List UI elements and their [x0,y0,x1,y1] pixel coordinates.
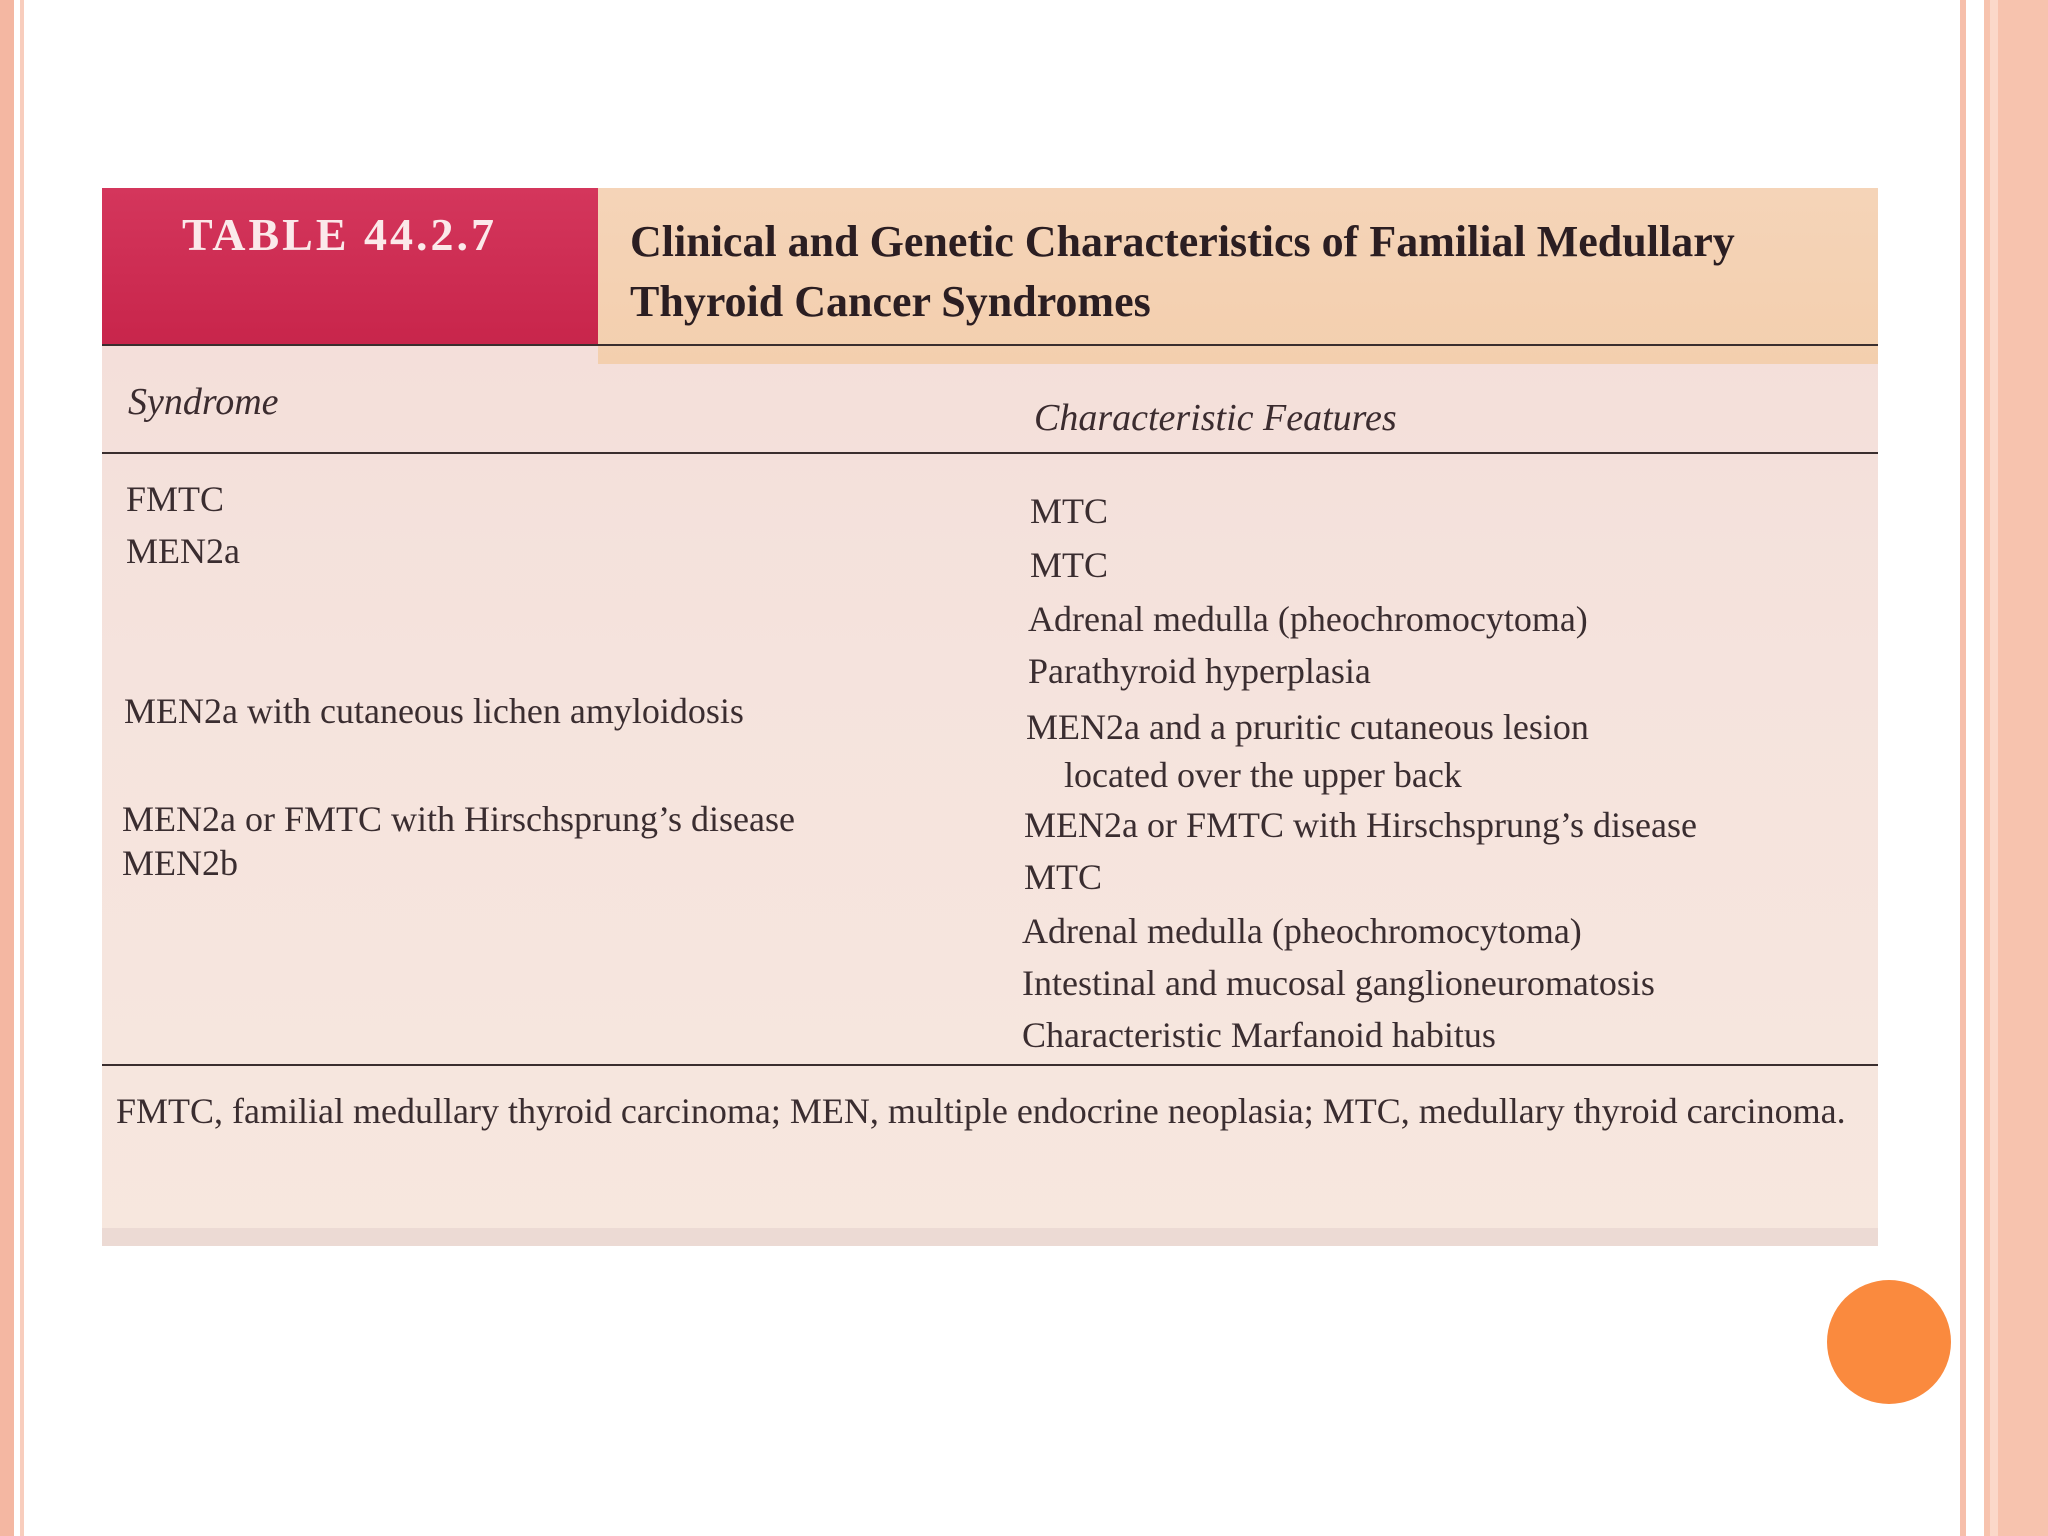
slide-frame-right-line [1960,0,1966,1536]
feature-cell: MTC [1024,857,1103,897]
column-header-rule [102,452,1878,454]
syndrome-cell: FMTC [126,479,225,519]
slide-frame-right [1984,0,2048,1536]
feature-cell: Adrenal medulla (pheochromocytoma) [1028,599,1588,639]
table-bottom-rule [102,1064,1878,1066]
feature-cell: Intestinal and mucosal ganglioneuromatosis [1022,963,1655,1003]
syndrome-cell: MEN2a [126,531,240,571]
column-header-syndrome: Syndrome [128,381,279,423]
feature-cell: Parathyroid hyperplasia [1028,651,1371,691]
scanned-table-image [102,188,1878,1246]
table-title-line-2: Thyroid Cancer Syndromes [630,277,1151,326]
feature-cell: MEN2a or FMTC with Hirschsprung’s disease [1024,805,1697,845]
scan-bottom-edge [102,1228,1878,1246]
table-number-tag [102,188,598,344]
header-rule [102,344,1878,346]
slide-frame-left [0,0,14,1536]
feature-cell: MEN2a and a pruritic cutaneous lesion [1026,707,1589,747]
syndrome-cell: MEN2a with cutaneous lichen amyloidosis [124,691,744,731]
slide-frame-left-inner [20,0,24,1536]
syndrome-cell: MEN2a or FMTC with Hirschsprung’s disease [122,799,795,839]
column-header-features: Characteristic Features [1034,397,1397,439]
table-number: TABLE 44.2.7 [182,209,498,260]
table-footnote: FMTC, familial medullary thyroid carcinoma; MEN, multiple endocrine neoplasia; MTC, medullary thyroid carcinoma. [116,1091,1846,1131]
decorative-circle [1827,1280,1951,1404]
syndrome-cell: MEN2b [122,843,238,883]
table-title-band [598,188,1878,364]
feature-cell: located over the upper back [1064,755,1462,795]
feature-cell: Characteristic Marfanoid habitus [1022,1015,1496,1055]
feature-cell: MTC [1030,491,1109,531]
feature-cell: Adrenal medulla (pheochromocytoma) [1022,911,1582,951]
table-title-line-1: Clinical and Genetic Characteristics of Familial Medullary [630,217,1735,266]
feature-cell: MTC [1030,545,1109,585]
